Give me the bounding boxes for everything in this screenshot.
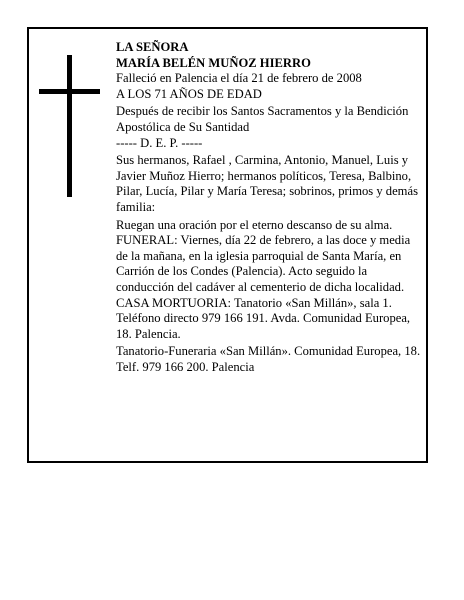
age-line: A LOS 71 AÑOS DE EDAD: [116, 86, 262, 101]
title-line-1: LA SEÑORA: [116, 40, 189, 54]
dep-line: ----- D. E. P. -----: [116, 135, 203, 150]
cross-horizontal-bar: [39, 89, 100, 94]
sacraments-text: Después de recibir los Santos Sacramentos y la Bendición Apostólica de Su Santidad: [116, 104, 409, 134]
casa-mortuoria-text: CASA MORTUORIA: Tanatorio «San Millán», sala 1. Teléfono directo 979 166 191. Avda. Comunidad Europea, 18. Palencia.: [116, 295, 411, 341]
obituary-text: [116, 40, 421, 375]
deceased-name: MARÍA BELÉN MUÑOZ HIERRO: [116, 55, 311, 70]
family-text: Sus hermanos, Rafael , Carmina, Antonio, Manuel, Luis y Javier Muñoz Hierro; hermanos políticos, Teresa, Balbino, Pilar, Lucía, Pilar y María Teresa; sobrinos, primos y demás familia:: [116, 153, 418, 214]
tanatorio-text: Tanatorio-Funeraria «San Millán». Comunidad Europea, 18. Telf. 979 166 200. Palencia: [116, 344, 421, 374]
cross-vertical-bar: [67, 55, 72, 197]
death-line: Falleció en Palencia el día 21 de febrero de 2008: [116, 71, 362, 86]
prayer-text: Ruegan una oración por el eterno descanso de su alma.: [116, 217, 393, 232]
obituary-notice: [27, 27, 428, 463]
funeral-text: FUNERAL: Viernes, día 22 de febrero, a las doce y media de la mañana, en la iglesia parroquial de Santa María, en Carrión de los Condes (Palencia). Acto seguido la conducción del cadáver al cementerio de dicha localidad.: [116, 233, 411, 294]
